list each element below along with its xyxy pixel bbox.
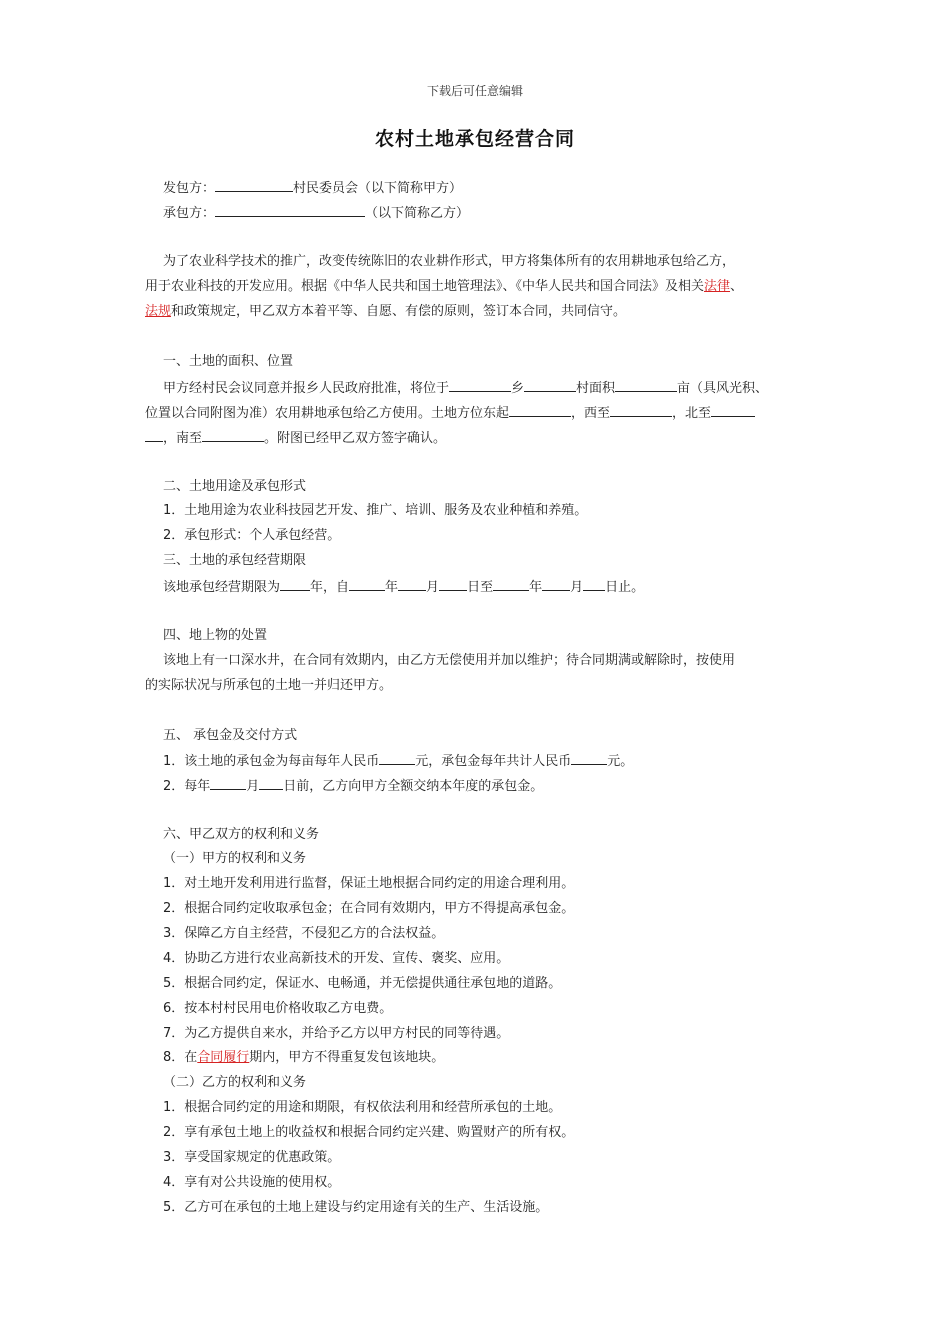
section-6b-heading: （二）乙方的权利和义务 [163, 1075, 307, 1090]
link-contract-performance[interactable]: 合同履行 [197, 1050, 250, 1065]
list-item: 2．享有承包土地上的收益权和根据合同约定兴建、购置财产的所有权。 [163, 1125, 575, 1140]
party-b-line: 承包方： （以下简称乙方） [163, 206, 470, 221]
section-1-line-2: 位置以合同附图为准）农用耕地承包给乙方使用。土地方位东起 ，西至 ，北至 [145, 404, 755, 422]
section-4-line-2: 的实际状况与所承包的土地一并归还甲方。 [145, 678, 393, 693]
section-6-heading: 六、甲乙双方的权利和义务 [163, 827, 320, 842]
list-item: 4．享有对公共设施的使用权。 [163, 1175, 341, 1190]
section-1-line-1: 甲方经村民会议同意并报乡人民政府批准，将位于 乡 村面积 亩（具风光积、 [163, 381, 769, 396]
party-a-blank [215, 179, 293, 192]
section-2-heading: 二、土地用途及承包形式 [163, 479, 307, 494]
list-item: 7．为乙方提供自来水，并给予乙方以甲方村民的同等待遇。 [163, 1026, 510, 1041]
section-1-line-3: ，南至 。附图已经甲乙双方签字确认。 [145, 429, 446, 447]
list-item: 3．享受国家规定的优惠政策。 [163, 1150, 341, 1165]
list-item: 5．根据合同约定，保证水、电畅通，并无偿提供通往承包地的道路。 [163, 976, 562, 991]
section-5-item-1: 1．该土地的承包金为每亩每年人民币 元，承包金每年共计人民币 元。 [163, 754, 634, 769]
list-item: 1．土地用途为农业科技园艺开发、推广、培训、服务及农业种植和养殖。 [163, 503, 588, 518]
preamble-line-1: 为了农业科学技术的推广，改变传统陈旧的农业耕作形式，甲方将集体所有的农用耕地承包给乙方， [163, 254, 736, 269]
preamble-line-3: 法规和政策规定，甲乙双方本着平等、自愿、有偿的原则，签订本合同，共同信守。 [145, 304, 627, 319]
section-4-heading: 四、地上物的处置 [163, 628, 268, 643]
list-item: 5．乙方可在承包的土地上建设与约定用途有关的生产、生活设施。 [163, 1200, 549, 1215]
section-5-item-2: 2．每年 月 日前，乙方向甲方全额交纳本年度的承包金。 [163, 779, 544, 794]
party-b-blank [215, 204, 365, 217]
section-6a-heading: （一）甲方的权利和义务 [163, 851, 307, 866]
document-title: 农村土地承包经营合同 [374, 128, 575, 150]
header-note: 下载后可任意编辑 [426, 84, 523, 98]
party-a-line: 发包方： 村民委员会（以下简称甲方） [163, 181, 463, 196]
list-item: 2．根据合同约定收取承包金；在合同有效期内，甲方不得提高承包金。 [163, 901, 575, 916]
link-regulation[interactable]: 法规 [145, 304, 172, 319]
list-item: 6．按本村村民用电价格收取乙方电费。 [163, 1001, 393, 1016]
link-law[interactable]: 法律 [704, 279, 731, 294]
list-item: 1．根据合同约定的用途和期限，有权依法利用和经营所承包的土地。 [163, 1100, 562, 1115]
list-item: 4．协助乙方进行农业高新技术的开发、宣传、褒奖、应用。 [163, 951, 510, 966]
section-3-heading: 三、土地的承包经营期限 [163, 553, 307, 568]
preamble-line-2: 用于农业科技的开发应用。根据《中华人民共和国土地管理法》、《中华人民共和国合同法》及相关法律、 [145, 279, 744, 294]
list-item: 3．保障乙方自主经营，不侵犯乙方的合法权益。 [163, 926, 445, 941]
list-item: 1．对土地开发利用进行监督，保证土地根据合同约定的用途合理利用。 [163, 876, 575, 891]
section-3-line: 该地承包经营期限为 年，自 年 月 日至 年 月 日止。 [163, 580, 645, 595]
section-5-heading: 五、 承包金及交付方式 [163, 728, 298, 743]
section-1-heading: 一、土地的面积、位置 [163, 354, 294, 369]
list-item: 2．承包形式：个人承包经营。 [163, 528, 341, 543]
list-item: 8．在合同履行期内，甲方不得重复发包该地块。 [163, 1050, 445, 1065]
section-4-line-1: 该地上有一口深水井，在合同有效期内，由乙方无偿使用并加以维护；待合同期满或解除时，按使用 [163, 653, 736, 668]
